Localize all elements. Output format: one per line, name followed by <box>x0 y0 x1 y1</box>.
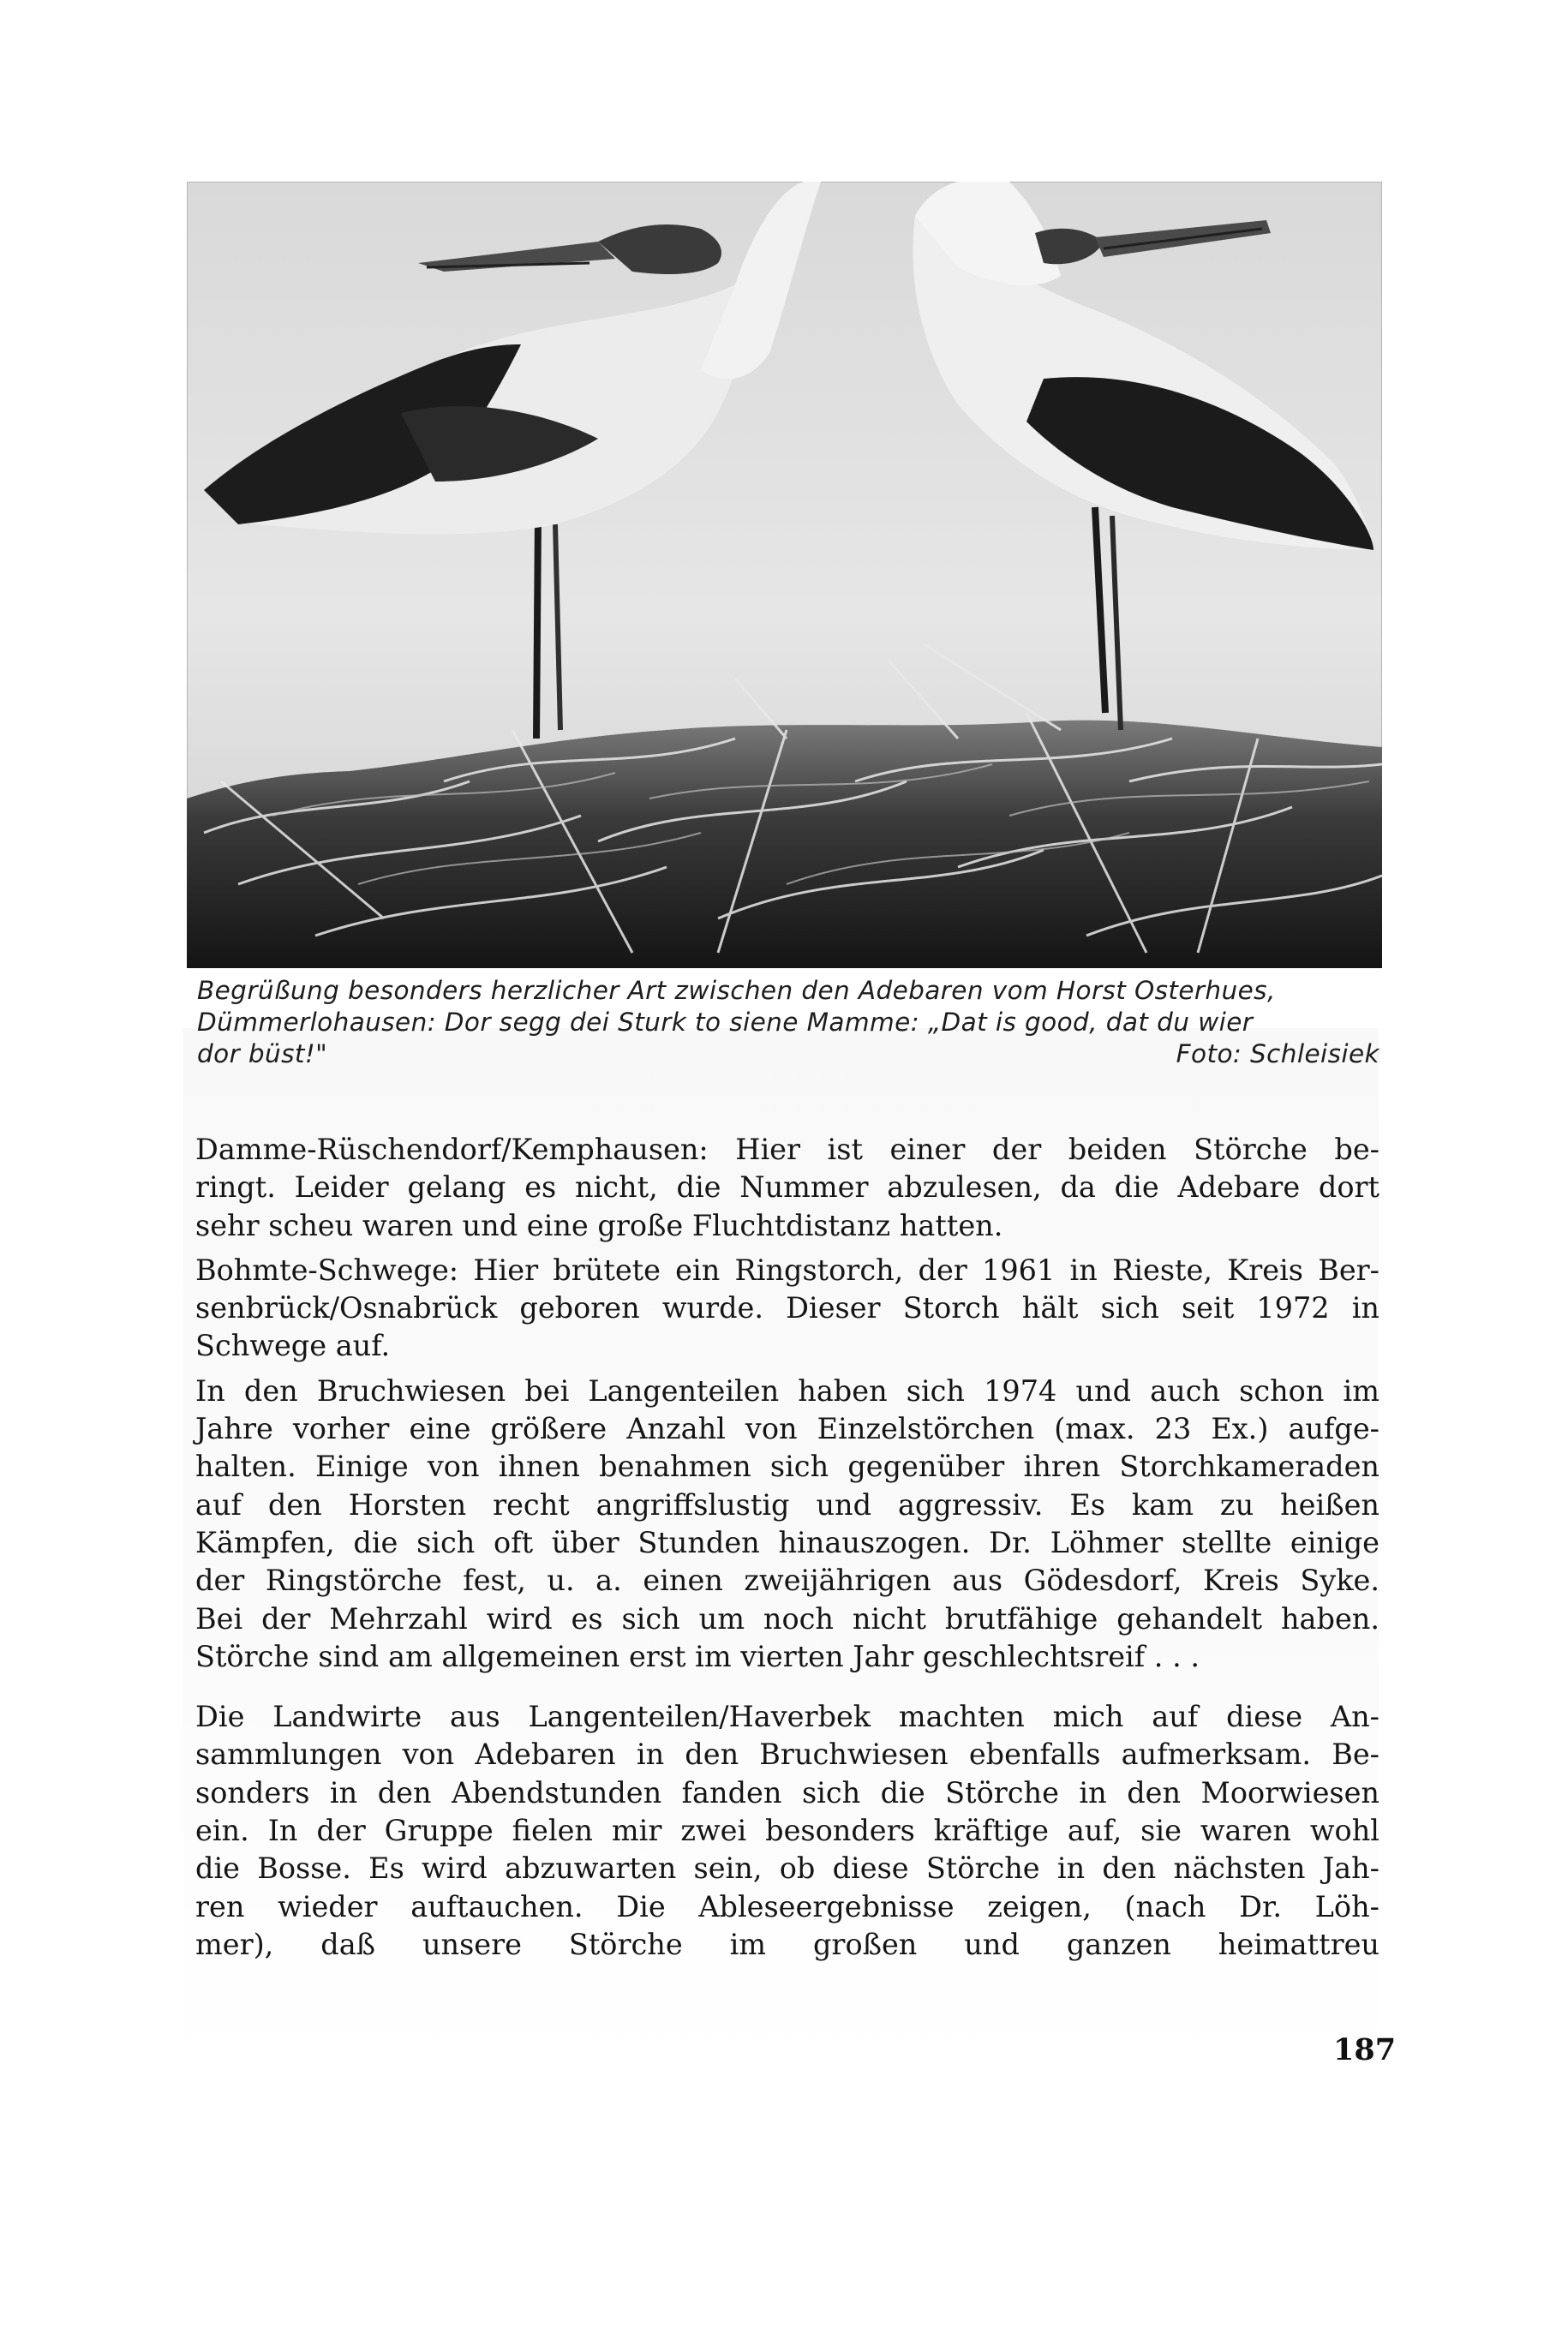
text-line: die Bosse. Es wird abzuwarten sein, ob diese Störche in den nächsten Jah- <box>195 1851 1379 1886</box>
text-line: Jahre vorher eine größere Anzahl von Einzelstörchen (max. 23 Ex.) aufge- <box>195 1412 1379 1446</box>
photo-credit: Foto: Schleisiek <box>1176 1039 1379 1068</box>
text-line: Kämpfen, die sich oft über Stunden hinauszogen. Dr. Löhmer stellte einige <box>195 1525 1379 1559</box>
caption-line: dor büst!" <box>197 1039 328 1068</box>
text-line: der Ringstörche fest, u. a. einen zweijährigen aus Gödesdorf, Kreis Syke. <box>195 1564 1379 1598</box>
paragraph-bohmte <box>195 1252 1379 1366</box>
paragraph-bruchwiesen <box>195 1373 1379 1676</box>
text-line: Bohmte-Schwege: Hier brütete ein Ringstorch, der 1961 in Rieste, Kreis Ber- <box>195 1253 1379 1287</box>
page-number: 187 <box>1333 2032 1397 2067</box>
text-line: sonders in den Abendstunden fanden sich die Störche in den Moorwiesen <box>195 1775 1379 1810</box>
text-line: Damme-Rüschendorf/Kemphausen: Hier ist einer der beiden Störche be- <box>195 1133 1379 1166</box>
stork-photo-drawing <box>187 182 1382 968</box>
text-line: Die Landwirte aus Langenteilen/Haverbek machten mich auf diese An- <box>195 1700 1379 1734</box>
text-line: halten. Einige von ihnen benahmen sich gegenüber ihren Storchkameraden <box>195 1450 1379 1484</box>
text-line: sammlungen von Adebaren in den Bruchwiesen ebenfalls aufmerksam. Be- <box>195 1738 1379 1772</box>
paragraph-landwirte <box>195 1698 1379 1964</box>
text-line: In den Bruchwiesen bei Langenteilen haben sich 1974 und auch schon im <box>195 1373 1379 1408</box>
text-line: ren wieder auftauchen. Die Ableseergebnisse zeigen, (nach Dr. Löh- <box>195 1889 1379 1923</box>
photo-caption <box>197 975 1379 1070</box>
text-line: auf den Horsten recht angriffslustig und aggressiv. Es kam zu heißen <box>195 1487 1379 1522</box>
text-line: senbrück/Osnabrück geboren wurde. Dieser Storch hält sich seit 1972 in <box>195 1291 1379 1325</box>
text-line: ringt. Leider gelang es nicht, die Nummer abzulesen, da die Adebare dort <box>195 1170 1379 1205</box>
text-line: ein. In der Gruppe fielen mir zwei besonders kräftige auf, sie waren wohl <box>195 1814 1379 1848</box>
article-body <box>195 1131 1379 1971</box>
text-line: mer), daß unsere Störche im großen und ganzen heimattreu <box>195 1927 1379 1961</box>
caption-line: Begrüßung besonders herzlicher Art zwischen den Adebaren vom Horst Osterhues, <box>197 976 1276 1005</box>
text-line: Schwege auf. <box>195 1329 391 1363</box>
text-line: Störche sind am allgemeinen erst im vierten Jahr geschlechtsreif . . . <box>195 1639 1200 1673</box>
text-line: Bei der Mehrzahl wird es sich um noch nicht brutfähige gehandelt haben. <box>195 1601 1379 1636</box>
text-line: sehr scheu waren und eine große Fluchtdistanz hatten. <box>195 1208 1003 1242</box>
paragraph-damme <box>195 1131 1379 1245</box>
stork-photo <box>187 182 1382 968</box>
caption-last-line <box>197 1038 1379 1070</box>
caption-line: Dümmerlohausen: Dor segg dei Sturk to siene Mamme: „Dat is good, dat du wier <box>197 1008 1254 1037</box>
